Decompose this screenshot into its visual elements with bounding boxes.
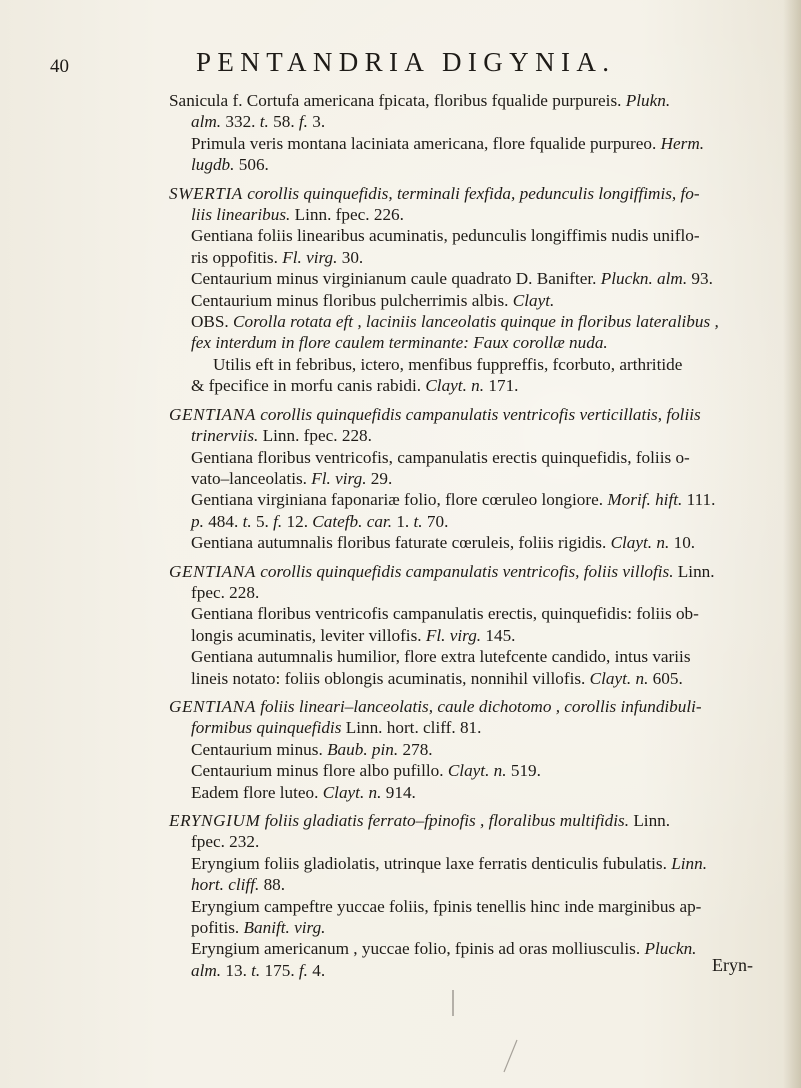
text-line (169, 332, 770, 353)
text-run: 5. (251, 511, 274, 531)
text-run: Linn. (629, 811, 671, 830)
text-run: hort. cliff. (191, 875, 260, 895)
text-run: Clayt. n. (447, 761, 507, 781)
entry (169, 183, 770, 397)
text-run: Clayt. n. (322, 782, 382, 802)
text-run: Pluckn. (644, 939, 697, 959)
text-line (169, 874, 770, 895)
page-body (169, 90, 770, 981)
text-run: Gentiana virginiana faponariæ folio, flore cœruleo longiore. (191, 490, 608, 510)
text-run: fex interdum in flore caulem terminante: Faux corollæ nuda. (191, 333, 608, 353)
stray-mark (452, 990, 454, 1016)
text-run: GENTIANA (169, 696, 256, 716)
text-line (169, 717, 770, 738)
entry (169, 561, 770, 689)
text-run: Fl. virg. (311, 468, 367, 488)
text-run: Eryngium foliis gladiolatis, utrinque laxe ferratis denticulis fubulatis. (191, 853, 672, 873)
text-run: fpec. 232. (191, 832, 260, 852)
entry (169, 810, 770, 981)
text-line (169, 625, 770, 646)
text-run: 58. (268, 112, 299, 132)
text-line (169, 204, 770, 225)
text-line (169, 739, 770, 760)
text-line (169, 183, 770, 204)
text-run: 278. (398, 739, 433, 759)
page-edge-shadow (783, 0, 801, 1088)
text-line (169, 960, 770, 981)
page-number: 40 (50, 56, 69, 77)
text-line (169, 90, 770, 111)
text-run: Linn. hort. cliff. 81. (341, 718, 482, 738)
text-run: 3. (307, 112, 326, 132)
text-run: Banift. virg. (243, 918, 326, 938)
text-run: Centaurium minus virginianum caule quadrato D. Banifter. (191, 269, 601, 289)
text-run: alm. (191, 112, 222, 132)
text-run: Linn. (671, 853, 708, 873)
text-line (169, 938, 770, 959)
text-run: vato–lanceolatis. (191, 468, 312, 488)
text-run: OBS. (191, 312, 234, 332)
text-run: f. (298, 112, 308, 132)
text-line (169, 668, 770, 689)
text-run: pofitis. (191, 918, 244, 938)
text-run: alm. (191, 960, 222, 980)
text-run: foliis lineari–lanceolatis, caule dichotomo , corollis infundibuli- (255, 696, 702, 716)
text-run: Eryngium americanum , yuccae folio, fpinis ad oras molliusculis. (191, 939, 645, 959)
text-line (169, 468, 770, 489)
text-run: Clayt. (512, 290, 555, 310)
text-run: Linn. fpec. 228. (258, 426, 372, 446)
text-run: Catefb. car. (312, 511, 393, 531)
text-run: t. (251, 960, 261, 980)
text-line (169, 425, 770, 446)
text-run: f. (273, 511, 283, 531)
text-run: Gentiana autumnalis floribus faturate cœruleis, foliis rigidis. (191, 533, 611, 553)
text-run: t. (413, 511, 423, 531)
text-run: Centaurium minus. (191, 739, 328, 759)
text-run: Gentiana floribus ventricofis campanulatis erectis, quinquefidis: foliis ob- (191, 604, 699, 624)
text-run: t. (242, 511, 252, 531)
text-run: Gentiana floribus ventricofis, campanulatis erectis quinquefidis, foliis o- (191, 447, 690, 467)
text-run: Fl. virg. (282, 247, 338, 267)
text-run: 332. (221, 112, 260, 132)
text-line (169, 154, 770, 175)
text-run: liis linearibus. (191, 205, 291, 225)
text-run: Clayt. n. (425, 376, 485, 396)
text-run: Linn. fpec. 226. (290, 205, 404, 225)
text-line (169, 311, 770, 332)
text-line (169, 646, 770, 667)
text-line (169, 532, 770, 553)
text-run: 519. (506, 761, 541, 781)
text-run: corollis quinquefidis, terminali fexfida, pedunculis longiffimis, fo- (242, 183, 700, 203)
text-run: 111. (682, 490, 716, 510)
text-run: 13. (221, 960, 252, 980)
text-run: Centaurium minus flore albo pufillo. (191, 761, 448, 781)
text-line (169, 133, 770, 154)
text-run: 30. (337, 247, 364, 267)
entry (169, 696, 770, 803)
text-run: Fl. virg. (425, 625, 482, 645)
text-run: Centaurium minus floribus pulcherrimis albis. (191, 290, 513, 310)
text-run: & fpecifice in morfu canis rabidi. (191, 376, 426, 396)
text-run: SWERTIA (169, 183, 243, 203)
text-run: Clayt. n. (610, 533, 670, 553)
text-run: Primula veris montana laciniata americana, flore fqualide purpureo. (191, 133, 661, 153)
text-run: Plukn. (625, 91, 671, 110)
text-run: lineis notato: foliis oblongis acuminatis, nonnihil villofis. (191, 668, 590, 688)
text-line (169, 603, 770, 624)
text-run: formibus quinquefidis (191, 718, 342, 738)
text-line (169, 354, 770, 375)
text-run: f. (298, 960, 308, 980)
text-run: Pluckn. alm. (600, 269, 688, 289)
text-run: t. (259, 112, 269, 132)
running-head: PENTANDRIA DIGYNIA. (196, 47, 616, 77)
text-line (169, 447, 770, 468)
text-run: Sanicula f. Cortufa americana fpicata, floribus fqualide purpureis. (169, 91, 626, 110)
text-run: lugdb. (191, 155, 235, 175)
text-run: 93. (687, 269, 713, 289)
text-run: corollis quinquefidis campanulatis ventricofis, foliis villofis. (255, 561, 674, 581)
text-run: 605. (648, 668, 683, 688)
text-line (169, 225, 770, 246)
text-run: 1. (392, 511, 414, 531)
text-line (169, 582, 770, 603)
text-run: Clayt. n. (589, 668, 649, 688)
text-line (169, 375, 770, 396)
text-line (169, 917, 770, 938)
text-run: trinerviis. (191, 426, 259, 446)
text-run: 10. (669, 533, 696, 553)
text-run: GENTIANA (169, 404, 256, 424)
text-run: fpec. 228. (191, 582, 260, 602)
entry (169, 404, 770, 554)
entry (169, 90, 770, 176)
text-run: Gentiana autumnalis humilior, flore extra lutefcente candido, intus variis (191, 647, 691, 667)
text-line (169, 696, 770, 717)
text-line (169, 247, 770, 268)
text-run: 12. (282, 511, 313, 531)
text-run: Linn. (673, 561, 715, 581)
text-run: Gentiana foliis linearibus acuminatis, pedunculis longiffimis nudis uniflo- (191, 226, 700, 246)
text-run: corollis quinquefidis campanulatis ventricofis verticillatis, foliis (255, 404, 701, 424)
text-run: 506. (234, 155, 269, 175)
text-line (169, 489, 770, 510)
text-line (169, 561, 770, 582)
text-run: longis acuminatis, leviter villofis. (191, 625, 426, 645)
text-line (169, 511, 770, 532)
stray-pencil-mark (500, 1038, 520, 1074)
text-line (169, 896, 770, 917)
text-run: Utilis eft in febribus, ictero, menfibus fuppreffis, fcorbuto, arthritide (213, 354, 683, 374)
text-line (169, 760, 770, 781)
text-run: 145. (481, 625, 516, 645)
text-run: Baub. pin. (327, 739, 399, 759)
text-run: 4. (307, 960, 326, 980)
text-line (169, 782, 770, 803)
text-line (169, 268, 770, 289)
text-run: 29. (366, 468, 393, 488)
text-run: 88. (259, 875, 286, 895)
text-run: Eryngium campeftre yuccae foliis, fpinis tenellis hinc inde marginibus ap- (191, 896, 702, 916)
text-run: Morif. hift. (607, 490, 683, 510)
text-run: ris oppofitis. (191, 247, 283, 267)
text-run: 914. (381, 782, 416, 802)
text-run: p. (191, 511, 204, 531)
text-run: foliis gladiatis ferrato–fpinofis , floralibus multifidis. (260, 811, 630, 830)
text-run: ERYNGIUM (169, 811, 261, 830)
text-run: Herm. (660, 133, 705, 153)
text-run: Corolla rotata eft , laciniis lanceolatis quinque in floribus lateralibus , (233, 312, 719, 332)
text-run: 70. (422, 511, 449, 531)
catchword: Eryn- (712, 955, 753, 975)
text-line (169, 810, 770, 831)
text-run: Eadem flore luteo. (191, 782, 323, 802)
text-line (169, 853, 770, 874)
text-line (169, 111, 770, 132)
text-line (169, 831, 770, 852)
text-run: GENTIANA (169, 561, 256, 581)
text-line (169, 404, 770, 425)
text-run: 484. (203, 511, 243, 531)
text-run: 171. (484, 376, 519, 396)
text-line (169, 290, 770, 311)
text-run: 175. (260, 960, 299, 980)
